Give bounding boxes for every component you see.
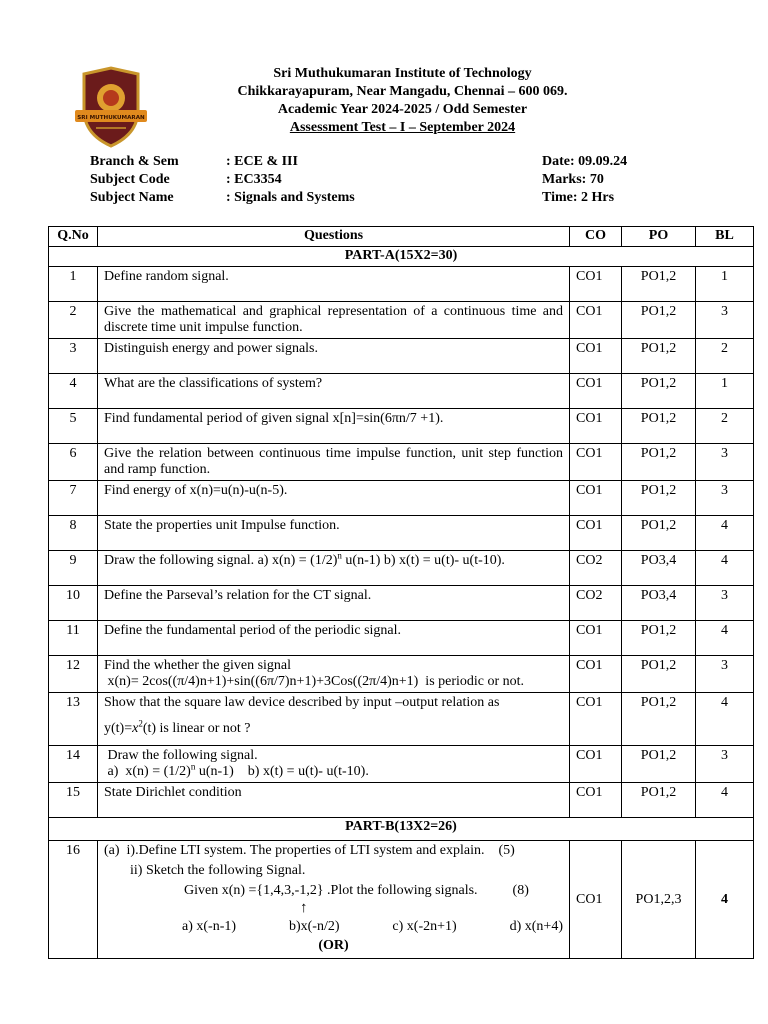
question-number: 8 xyxy=(49,516,98,551)
exam-marks: Marks: 70 xyxy=(542,172,604,187)
question-bl: 3 xyxy=(696,746,754,783)
table-row xyxy=(49,444,754,481)
institute-name: Sri Muthukumaran Institute of Technology xyxy=(273,66,532,81)
option-d: d) x(n+4) xyxy=(509,919,563,934)
question-co: CO1 xyxy=(570,374,622,409)
question-number: 3 xyxy=(49,339,98,374)
question-co: CO1 xyxy=(570,481,622,516)
table-row xyxy=(49,586,754,621)
question-number: 12 xyxy=(49,656,98,693)
institute-logo xyxy=(72,66,150,148)
question-co: CO1 xyxy=(570,746,622,783)
part-b-row xyxy=(49,818,754,841)
table-row xyxy=(49,374,754,409)
question-po: PO1,2 xyxy=(622,374,696,409)
question-bl: 4 xyxy=(696,551,754,586)
meta-values xyxy=(226,153,355,207)
question-po: PO3,4 xyxy=(622,551,696,586)
question-po: PO1,2 xyxy=(622,481,696,516)
q16-line-3: Given x(n) ={1,4,3,-1,2} .Plot the following signals. (8) xyxy=(184,883,529,898)
question-text-a: Draw the following signal. a) x(n) = (1/2) xyxy=(104,553,338,568)
question-bl: 1 xyxy=(696,267,754,302)
question-po: PO1,2 xyxy=(622,267,696,302)
question-text: Define the fundamental period of the periodic signal. xyxy=(98,621,570,656)
question-text: What are the classifications of system? xyxy=(98,374,570,409)
question-bl: 1 xyxy=(696,374,754,409)
question-text: Find fundamental period of given signal x[n]=sin(6πn/7 +1). xyxy=(98,409,570,444)
up-arrow-icon: ↑ xyxy=(300,900,308,916)
question-po: PO1,2,3 xyxy=(622,841,696,959)
meta-value-branch: : ECE & III xyxy=(226,154,298,169)
question-text: Define random signal. xyxy=(98,267,570,302)
exam-date: Date: 09.09.24 xyxy=(542,154,628,169)
question-number: 9 xyxy=(49,551,98,586)
question-text-a: a) x(n) = (1/2) xyxy=(104,764,191,779)
question-po: PO1,2 xyxy=(622,516,696,551)
table-row xyxy=(49,621,754,656)
question-po: PO1,2 xyxy=(622,409,696,444)
question-co: CO1 xyxy=(570,267,622,302)
question-text xyxy=(98,551,570,586)
question-number: 2 xyxy=(49,302,98,339)
question-text xyxy=(98,656,570,693)
svg-text:SRI MUTHUKUMARAN: SRI MUTHUKUMARAN xyxy=(77,115,145,121)
question-co: CO1 xyxy=(570,656,622,693)
question-text xyxy=(98,693,570,746)
question-po: PO1,2 xyxy=(622,444,696,481)
question-text: State the properties unit Impulse function. xyxy=(98,516,570,551)
question-line-1: Draw the following signal. xyxy=(104,748,258,763)
col-header-qno: Q.No xyxy=(49,227,98,247)
question-po: PO1,2 xyxy=(622,746,696,783)
question-bl: 2 xyxy=(696,339,754,374)
table-header-row xyxy=(49,227,754,247)
col-header-co: CO xyxy=(570,227,622,247)
col-header-po: PO xyxy=(622,227,696,247)
question-bl: 4 xyxy=(696,693,754,746)
question-po: PO1,2 xyxy=(622,693,696,746)
question-bl: 4 xyxy=(696,783,754,818)
question-number: 4 xyxy=(49,374,98,409)
meta-right xyxy=(542,153,627,207)
option-b: b)x(-n/2) xyxy=(288,919,340,934)
table-row xyxy=(49,481,754,516)
part-a-title: PART-A(15X2=30) xyxy=(49,247,754,267)
question-number: 10 xyxy=(49,586,98,621)
part-b-title: PART-B(13X2=26) xyxy=(49,818,754,841)
table-row xyxy=(49,841,754,959)
exponent: 2 xyxy=(138,718,143,729)
question-bl: 3 xyxy=(696,481,754,516)
question-number: 1 xyxy=(49,267,98,302)
question-bl: 3 xyxy=(696,302,754,339)
question-text: Find energy of x(n)=u(n)-u(n-5). xyxy=(98,481,570,516)
question-bl: 3 xyxy=(696,444,754,481)
question-co: CO2 xyxy=(570,551,622,586)
meta-label-branch: Branch & Sem xyxy=(90,154,179,169)
question-co: CO1 xyxy=(570,693,622,746)
question-text-a: y(t)= xyxy=(104,721,133,736)
question-table xyxy=(48,226,754,959)
question-po: PO1,2 xyxy=(622,656,696,693)
question-co: CO1 xyxy=(570,339,622,374)
question-bl: 3 xyxy=(696,656,754,693)
exam-header xyxy=(200,65,605,137)
meta-labels xyxy=(90,153,179,207)
question-line-2 xyxy=(104,718,563,737)
q16-line-2: ii) Sketch the following Signal. xyxy=(130,863,306,878)
question-line-2: x(n)= 2cos((π/4)n+1)+sin((6π/7)n+1)+3Cos((2π/4)n+1) is periodic or not. xyxy=(104,674,525,689)
option-a: a) x(-n-1) xyxy=(182,919,237,934)
table-row xyxy=(49,267,754,302)
question-bl: 2 xyxy=(696,409,754,444)
question-co: CO1 xyxy=(570,841,622,959)
table-row xyxy=(49,302,754,339)
question-bl: 4 xyxy=(696,841,754,959)
question-number: 5 xyxy=(49,409,98,444)
exponent: n xyxy=(337,550,342,561)
question-text-b: u(n-1) b) x(t) = u(t)- u(t-10). xyxy=(341,553,505,568)
question-text xyxy=(98,841,570,959)
question-co: CO1 xyxy=(570,621,622,656)
exam-time: Time: 2 Hrs xyxy=(542,190,615,205)
question-number: 6 xyxy=(49,444,98,481)
or-separator: (OR) xyxy=(318,938,349,953)
question-number: 15 xyxy=(49,783,98,818)
question-text: Define the Parseval’s relation for the CT signal. xyxy=(98,586,570,621)
question-text xyxy=(98,746,570,783)
question-co: CO1 xyxy=(570,409,622,444)
table-row xyxy=(49,693,754,746)
table-row xyxy=(49,746,754,783)
question-number: 11 xyxy=(49,621,98,656)
question-bl: 3 xyxy=(696,586,754,621)
question-number: 14 xyxy=(49,746,98,783)
q16-options xyxy=(104,919,563,935)
table-row xyxy=(49,551,754,586)
question-co: CO1 xyxy=(570,444,622,481)
meta-label-subject: Subject Name xyxy=(90,190,174,205)
question-number: 7 xyxy=(49,481,98,516)
question-co: CO1 xyxy=(570,783,622,818)
question-text-b: u(n-1) b) x(t) = u(t)- u(t-10). xyxy=(195,764,369,779)
question-line-2 xyxy=(104,761,563,780)
q16-line-1: (a) i).Define LTI system. The properties of LTI system and explain. (5) xyxy=(104,843,515,858)
exponent: n xyxy=(190,761,196,772)
academic-year: Academic Year 2024-2025 / Odd Semester xyxy=(277,102,528,117)
question-text: Distinguish energy and power signals. xyxy=(98,339,570,374)
question-po: PO1,2 xyxy=(622,783,696,818)
col-header-bl: BL xyxy=(696,227,754,247)
question-text: Give the relation between continuous time impulse function, unit step function and ramp function. xyxy=(98,444,570,481)
question-po: PO1,2 xyxy=(622,302,696,339)
table-row xyxy=(49,339,754,374)
table-row xyxy=(49,516,754,551)
question-line-1: Find the whether the given signal xyxy=(104,658,292,673)
question-number: 13 xyxy=(49,693,98,746)
table-row xyxy=(49,409,754,444)
question-text: Give the mathematical and graphical representation of a continuous time and discrete time unit impulse function. xyxy=(98,302,570,339)
question-po: PO3,4 xyxy=(622,586,696,621)
meta-value-code: : EC3354 xyxy=(226,172,282,187)
question-text: State Dirichlet condition xyxy=(98,783,570,818)
question-co: CO2 xyxy=(570,586,622,621)
question-bl: 4 xyxy=(696,621,754,656)
option-c: c) x(-2n+1) xyxy=(392,919,457,934)
question-line-1: Show that the square law device described by input –output relation as xyxy=(104,695,500,710)
test-name: Assessment Test – I – September 2024 xyxy=(289,120,516,135)
math-symbol: x xyxy=(132,721,139,736)
question-po: PO1,2 xyxy=(622,339,696,374)
question-po: PO1,2 xyxy=(622,621,696,656)
question-number: 16 xyxy=(49,841,98,959)
question-text-b: (t) is linear or not ? xyxy=(142,721,251,736)
col-header-questions: Questions xyxy=(98,227,570,247)
meta-value-subject: : Signals and Systems xyxy=(226,190,355,205)
table-row xyxy=(49,783,754,818)
meta-label-code: Subject Code xyxy=(90,172,170,187)
question-bl: 4 xyxy=(696,516,754,551)
part-a-row xyxy=(49,247,754,267)
question-co: CO1 xyxy=(570,302,622,339)
table-row xyxy=(49,656,754,693)
question-co: CO1 xyxy=(570,516,622,551)
institute-address: Chikkarayapuram, Near Mangadu, Chennai – 600 069. xyxy=(237,84,568,99)
